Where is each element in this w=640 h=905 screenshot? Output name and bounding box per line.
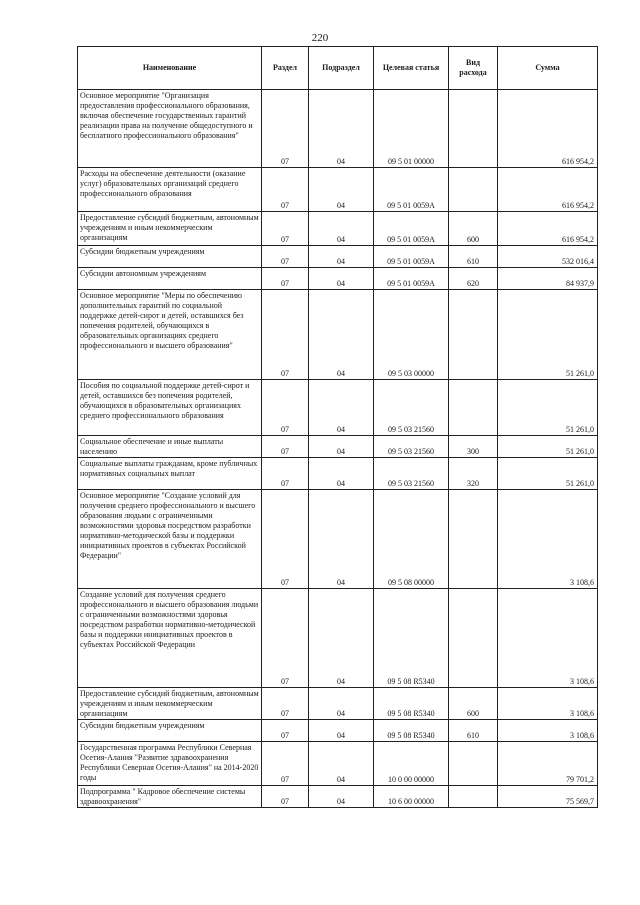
table-row bbox=[78, 688, 598, 720]
row-target: 09 5 03 21560 bbox=[374, 380, 449, 436]
row-subsection: 04 bbox=[309, 720, 374, 742]
header-sum: Сумма bbox=[498, 47, 598, 90]
row-expense: 600 bbox=[449, 212, 498, 246]
row-subsection: 04 bbox=[309, 490, 374, 589]
table-row bbox=[78, 90, 598, 168]
row-name: Субсидии бюджетным учреждениям bbox=[78, 246, 262, 268]
row-section: 07 bbox=[262, 380, 309, 436]
row-sum: 51 261,0 bbox=[498, 458, 598, 490]
row-section: 07 bbox=[262, 168, 309, 212]
header-target: Целевая статья bbox=[374, 47, 449, 90]
row-expense bbox=[449, 90, 498, 168]
table-row bbox=[78, 786, 598, 808]
row-name: Социальное обеспечение и иные выплаты населению bbox=[78, 436, 262, 458]
row-section: 07 bbox=[262, 212, 309, 246]
row-target: 09 5 03 21560 bbox=[374, 436, 449, 458]
row-subsection: 04 bbox=[309, 786, 374, 808]
row-section: 07 bbox=[262, 458, 309, 490]
row-sum: 84 937,9 bbox=[498, 268, 598, 290]
row-expense: 610 bbox=[449, 246, 498, 268]
row-target: 09 5 08 R5340 bbox=[374, 720, 449, 742]
row-subsection: 04 bbox=[309, 458, 374, 490]
row-subsection: 04 bbox=[309, 246, 374, 268]
row-section: 07 bbox=[262, 786, 309, 808]
header-section: Раздел bbox=[262, 47, 309, 90]
row-target: 09 5 03 21560 bbox=[374, 458, 449, 490]
row-subsection: 04 bbox=[309, 168, 374, 212]
table-row bbox=[78, 380, 598, 436]
row-target: 09 5 08 00000 bbox=[374, 490, 449, 589]
row-name: Основное мероприятие "Создание условий для получения среднего профессионального и высшего образования людьми с ограниченными возможностями здоровья посредством разработки нормативно-методической базы и поддержки инициативных проектов в субъектах Российской Федерации" bbox=[78, 490, 262, 589]
row-target: 09 5 01 0059А bbox=[374, 212, 449, 246]
row-sum: 3 108,6 bbox=[498, 688, 598, 720]
row-subsection: 04 bbox=[309, 589, 374, 688]
row-section: 07 bbox=[262, 589, 309, 688]
row-section: 07 bbox=[262, 268, 309, 290]
row-sum: 51 261,0 bbox=[498, 290, 598, 380]
row-subsection: 04 bbox=[309, 212, 374, 246]
row-name: Подпрограмма " Кадровое обеспечение системы здравоохранения" bbox=[78, 786, 262, 808]
row-section: 07 bbox=[262, 290, 309, 380]
row-expense: 620 bbox=[449, 268, 498, 290]
row-expense bbox=[449, 380, 498, 436]
row-expense bbox=[449, 168, 498, 212]
table-row bbox=[78, 268, 598, 290]
row-target: 10 0 00 00000 bbox=[374, 742, 449, 786]
row-target: 09 5 01 00000 bbox=[374, 90, 449, 168]
table-row bbox=[78, 246, 598, 268]
row-name: Государственная программа Республики Северная Осетия-Алания "Развитие здравоохранения Республики Северная Осетия-Алания" на 2014-2020 годы bbox=[78, 742, 262, 786]
row-name: Предоставление субсидий бюджетным, автономным учреждениям и иным некоммерческим организациям bbox=[78, 688, 262, 720]
row-sum: 75 569,7 bbox=[498, 786, 598, 808]
row-subsection: 04 bbox=[309, 380, 374, 436]
header-subsection: Подраздел bbox=[309, 47, 374, 90]
row-expense: 600 bbox=[449, 688, 498, 720]
row-sum: 79 701,2 bbox=[498, 742, 598, 786]
row-section: 07 bbox=[262, 688, 309, 720]
row-name: Расходы на обеспечение деятельности (оказание услуг) образовательных организаций среднего профессионального образования bbox=[78, 168, 262, 212]
table-row bbox=[78, 168, 598, 212]
table-row bbox=[78, 212, 598, 246]
row-sum: 3 108,6 bbox=[498, 720, 598, 742]
row-target: 09 5 08 R5340 bbox=[374, 589, 449, 688]
row-expense bbox=[449, 786, 498, 808]
row-sum: 532 016,4 bbox=[498, 246, 598, 268]
row-sum: 616 954,2 bbox=[498, 90, 598, 168]
row-target: 10 6 00 00000 bbox=[374, 786, 449, 808]
row-name: Социальные выплаты гражданам, кроме публичных нормативных социальных выплат bbox=[78, 458, 262, 490]
table-row bbox=[78, 720, 598, 742]
row-section: 07 bbox=[262, 720, 309, 742]
header-name: Наименование bbox=[78, 47, 262, 90]
row-target: 09 5 08 R5340 bbox=[374, 688, 449, 720]
row-expense bbox=[449, 490, 498, 589]
row-target: 09 5 03 00000 bbox=[374, 290, 449, 380]
row-name: Пособия по социальной поддержке детей-сирот и детей, оставшихся без попечения родителей, обучающихся в образовательных организациях среднего профессионального образования bbox=[78, 380, 262, 436]
row-subsection: 04 bbox=[309, 742, 374, 786]
table-header-row bbox=[78, 47, 598, 90]
row-sum: 616 954,2 bbox=[498, 212, 598, 246]
row-sum: 616 954,2 bbox=[498, 168, 598, 212]
row-expense bbox=[449, 589, 498, 688]
row-name: Предоставление субсидий бюджетным, автономным учреждениям и иным некоммерческим организациям bbox=[78, 212, 262, 246]
budget-table bbox=[77, 46, 598, 808]
table-row bbox=[78, 589, 598, 688]
page-number: 220 bbox=[311, 32, 329, 44]
row-section: 07 bbox=[262, 90, 309, 168]
row-section: 07 bbox=[262, 436, 309, 458]
row-target: 09 5 01 0059А bbox=[374, 268, 449, 290]
row-target: 09 5 01 0059А bbox=[374, 168, 449, 212]
row-name: Основное мероприятие "Меры по обеспечению дополнительных гарантий по социальной поддержке детей-сирот и детей, оставшихся без попечения родителей, обучающихся в образовательных организациях среднего профессионального и высшего образования" bbox=[78, 290, 262, 380]
row-expense bbox=[449, 742, 498, 786]
row-subsection: 04 bbox=[309, 290, 374, 380]
row-section: 07 bbox=[262, 490, 309, 589]
row-sum: 51 261,0 bbox=[498, 380, 598, 436]
row-section: 07 bbox=[262, 742, 309, 786]
row-sum: 3 108,6 bbox=[498, 589, 598, 688]
row-sum: 51 261,0 bbox=[498, 436, 598, 458]
row-expense bbox=[449, 290, 498, 380]
row-expense: 610 bbox=[449, 720, 498, 742]
row-name: Создание условий для получения среднего профессионального и высшего образования людьми с ограниченными возможностями здоровья посредством разработки нормативно-методической базы и поддержки инициативных проектов в субъектах Российской Федерации bbox=[78, 589, 262, 688]
row-target: 09 5 01 0059А bbox=[374, 246, 449, 268]
row-sum: 3 108,6 bbox=[498, 490, 598, 589]
table-row bbox=[78, 458, 598, 490]
row-name: Основное мероприятие "Организация предоставления профессионального образования, включая обеспечение государственных гарантий реализации права на получение общедоступного и бесплатного профессионального образования" bbox=[78, 90, 262, 168]
row-expense: 300 bbox=[449, 436, 498, 458]
row-subsection: 04 bbox=[309, 688, 374, 720]
row-name: Субсидии бюджетным учреждениям bbox=[78, 720, 262, 742]
table-row bbox=[78, 290, 598, 380]
row-subsection: 04 bbox=[309, 268, 374, 290]
row-section: 07 bbox=[262, 246, 309, 268]
table-row bbox=[78, 742, 598, 786]
table-row bbox=[78, 490, 598, 589]
row-name: Субсидии автономным учреждениям bbox=[78, 268, 262, 290]
row-subsection: 04 bbox=[309, 90, 374, 168]
table-row bbox=[78, 436, 598, 458]
header-expense: Вид расхода bbox=[449, 47, 498, 90]
row-subsection: 04 bbox=[309, 436, 374, 458]
row-expense: 320 bbox=[449, 458, 498, 490]
